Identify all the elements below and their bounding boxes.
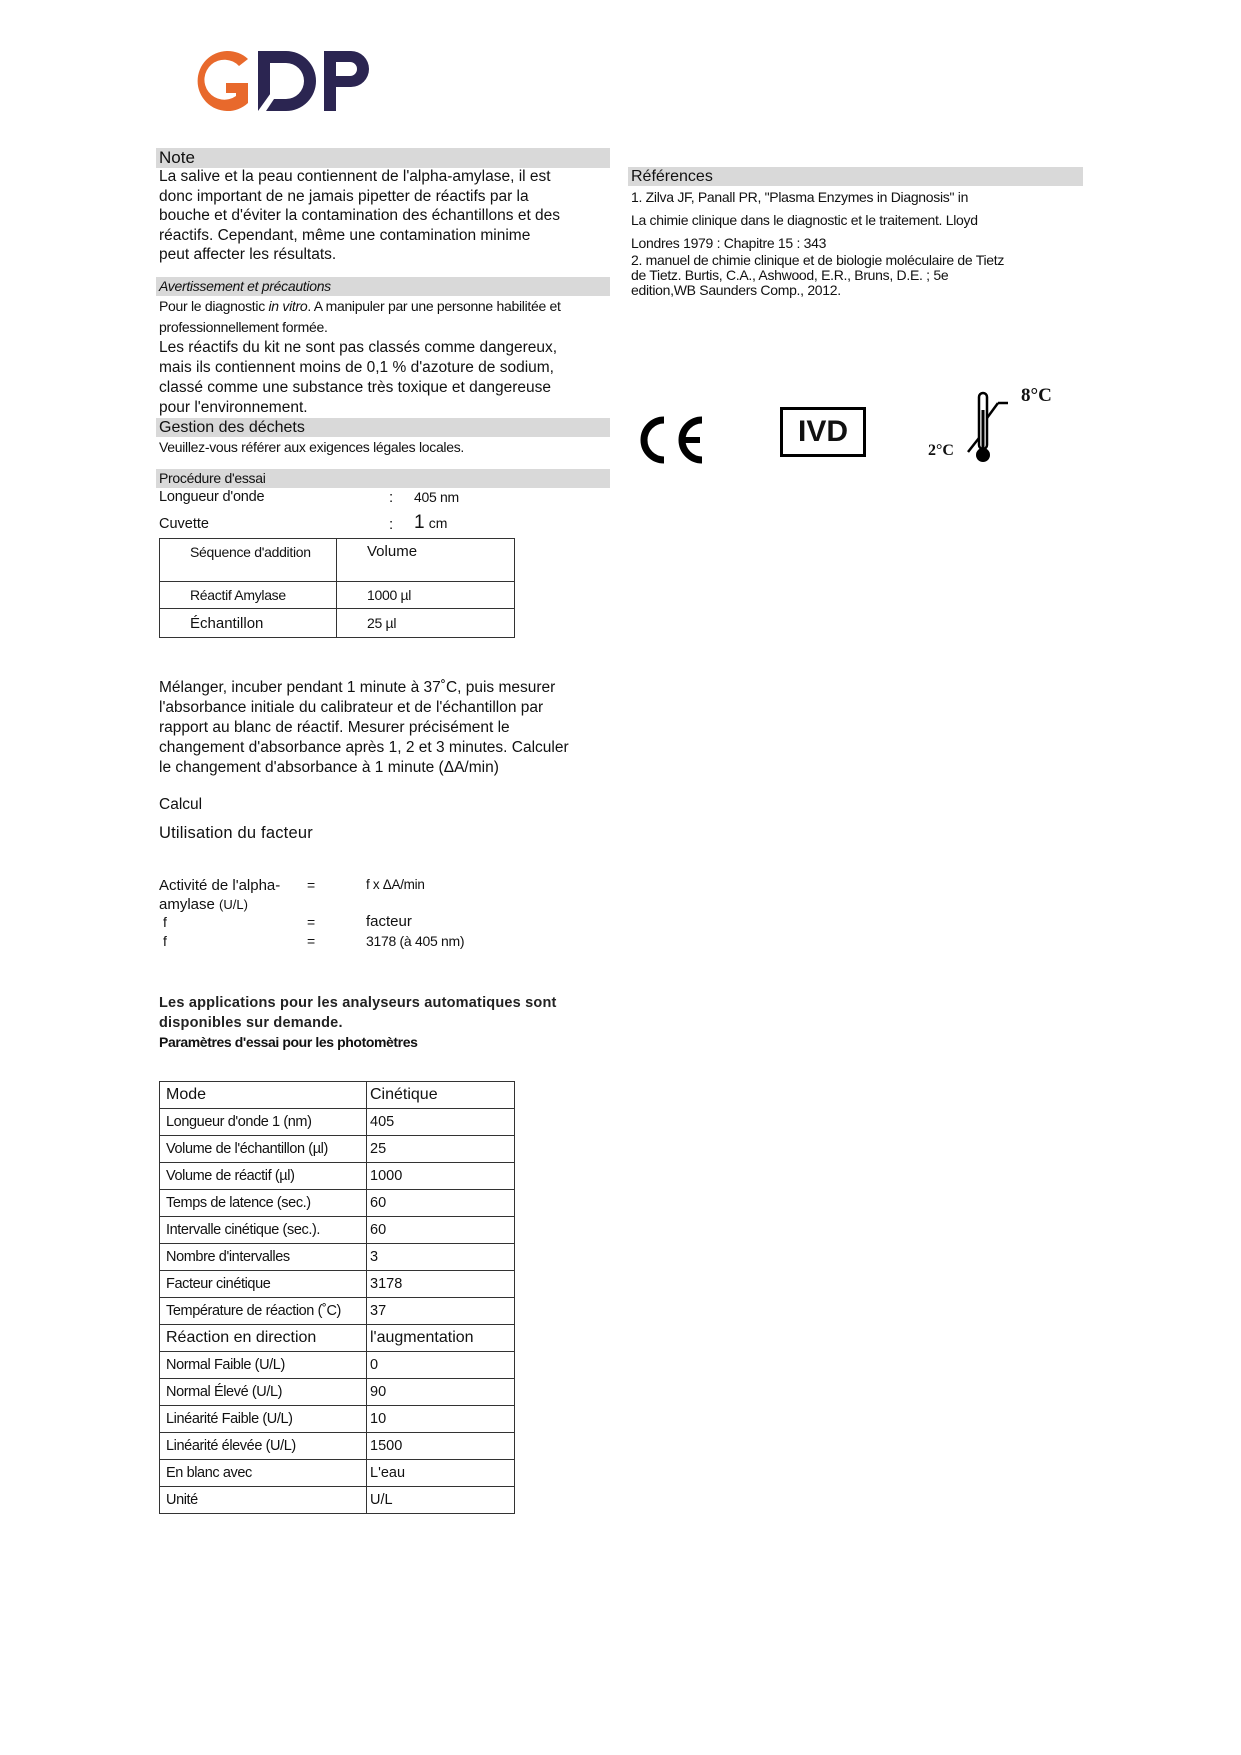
param-label-cell: Nombre d'intervalles: [160, 1244, 367, 1271]
param-label-cell: Volume de réactif (µl): [160, 1163, 367, 1190]
calc-subheading: Utilisation du facteur: [159, 824, 313, 842]
param-label-cell: Normal Élevé (U/L): [160, 1379, 367, 1406]
references-text: 1. Zilva JF, Panall PR, "Plasma Enzymes in Diagnosis" in La chimie clinique dans le diagnostic et le traitement. Lloyd Londres 1979 : Chapitre 15 : 343: [631, 189, 978, 251]
table-row: [160, 1190, 515, 1217]
param-value-cell: 25: [367, 1136, 515, 1163]
param-label-cell: Température de réaction (˚C): [160, 1298, 367, 1325]
cuvette-value: 1 cm: [414, 512, 448, 533]
logo: [186, 47, 386, 115]
warnings-heading: Avertissement et précautions: [156, 277, 610, 296]
ce-mark-icon: [634, 414, 708, 466]
table-row: [160, 1352, 515, 1379]
table-row: [160, 1298, 515, 1325]
table-row: [160, 1109, 515, 1136]
table-row: [160, 1163, 515, 1190]
table-row: [160, 1433, 515, 1460]
f-value: 3178 (à 405 nm): [366, 933, 465, 949]
param-value-cell: Cinétique: [367, 1082, 515, 1109]
param-label-cell: Longueur d'onde 1 (nm): [160, 1109, 367, 1136]
ivd-symbol-icon: IVD: [780, 407, 866, 457]
param-value-cell: 60: [367, 1190, 515, 1217]
f-label: f: [163, 914, 167, 930]
param-label-cell: Réaction en direction: [160, 1325, 367, 1352]
waste-text: Veuillez-vous référer aux exigences légales locales.: [159, 439, 465, 455]
param-value-cell: U/L: [367, 1487, 515, 1514]
note-heading: Note: [156, 148, 610, 168]
table-header-cell: Volume: [337, 539, 515, 582]
waste-heading: Gestion des déchets: [156, 418, 610, 437]
param-label-cell: Volume de l'échantillon (µl): [160, 1136, 367, 1163]
cuvette-sep: :: [389, 516, 394, 533]
calc-heading: Calcul: [159, 796, 203, 813]
applications-text: Les applications pour les analyseurs automatiques sont disponibles sur demande.: [159, 995, 557, 1031]
table-header-cell: Séquence d'addition: [160, 539, 337, 582]
temp-high-label: 8°C: [1021, 385, 1052, 406]
param-value-cell: 60: [367, 1217, 515, 1244]
param-value-cell: 0: [367, 1352, 515, 1379]
param-label-cell: Unité: [160, 1487, 367, 1514]
table-cell: 1000 µl: [337, 582, 515, 609]
table-row: [160, 1406, 515, 1433]
addition-sequence-table: [159, 538, 515, 638]
procedure-instructions: Mélanger, incuber pendant 1 minute à 37˚C, puis mesurer l'absorbance initiale du calibrateur et de l'échantillon par rapport au blanc de réactif. Mesurer précisément le changement d'absorbance après 1, 2 et 3 minutes. Calculer le changement d'absorbance à 1 minute (ΔA/min): [159, 679, 569, 776]
param-value-cell: 37: [367, 1298, 515, 1325]
param-label-cell: Facteur cinétique: [160, 1271, 367, 1298]
param-value-cell: L'eau: [367, 1460, 515, 1487]
photometer-parameters-table: [159, 1081, 515, 1514]
activity-formula: f x ΔA/min: [366, 877, 425, 892]
gdp-logo-graphic: [186, 47, 386, 115]
table-row: [160, 1244, 515, 1271]
param-value-cell: 3178: [367, 1271, 515, 1298]
table-cell: 25 µl: [337, 609, 515, 638]
param-label-cell: Temps de latence (sec.): [160, 1190, 367, 1217]
warnings-text: Les réactifs du kit ne sont pas classés comme dangereux, mais ils contiennent moins de 0,1 % d'azoture de sodium, classé comme une substance très toxique et dangereuse pour l'environnement.: [159, 339, 558, 416]
table-row: [160, 582, 515, 609]
references-text-2: 2. manuel de chimie clinique et de biologie moléculaire de Tietz de Tietz. Burtis, C.A., Ashwood, E.R., Bruns, D.E. ; 5e edition,WB Saunders Comp., 2012.: [631, 252, 1005, 298]
param-value-cell: 10: [367, 1406, 515, 1433]
table-row: [160, 609, 515, 638]
references-heading: Références: [628, 167, 1083, 186]
equals-sign: =: [307, 914, 316, 930]
params-heading: Paramètres d'essai pour les photomètres: [159, 1034, 418, 1050]
param-label-cell: Mode: [160, 1082, 367, 1109]
table-cell: Réactif Amylase: [160, 582, 337, 609]
cuvette-label: Cuvette: [159, 516, 209, 532]
table-row: [160, 1136, 515, 1163]
param-label-cell: Linéarité Faible (U/L): [160, 1406, 367, 1433]
f-label: f: [163, 933, 167, 949]
procedure-heading: Procédure d'essai: [156, 469, 610, 488]
param-label-cell: En blanc avec: [160, 1460, 367, 1487]
wavelength-value: 405 nm: [414, 489, 459, 505]
table-row: [160, 1325, 515, 1352]
warnings-intro: Pour le diagnostic in vitro. A manipuler par une personne habilitée et professionnellement formée.: [159, 298, 561, 335]
param-value-cell: 1000: [367, 1163, 515, 1190]
param-label-cell: Intervalle cinétique (sec.).: [160, 1217, 367, 1244]
table-row: [160, 1487, 515, 1514]
param-value-cell: 1500: [367, 1433, 515, 1460]
param-label-cell: Normal Faible (U/L): [160, 1352, 367, 1379]
temp-low-label: 2°C: [928, 442, 954, 459]
equals-sign: =: [307, 877, 316, 893]
table-row: [160, 1460, 515, 1487]
table-row: [160, 1217, 515, 1244]
table-row: [160, 539, 515, 582]
param-value-cell: l'augmentation: [367, 1325, 515, 1352]
table-row: [160, 1271, 515, 1298]
param-label-cell: Linéarité élevée (U/L): [160, 1433, 367, 1460]
table-row: [160, 1082, 515, 1109]
f-definition: facteur: [366, 913, 412, 930]
param-value-cell: 90: [367, 1379, 515, 1406]
note-text: La salive et la peau contiennent de l'alpha-amylase, il est donc important de ne jamais pipetter de réactifs par la bouche et d'éviter la contamination des échantillons et des réactifs. Cependant, même une contamination minime peut affecter les résultats.: [159, 168, 561, 263]
table-cell: Échantillon: [160, 609, 337, 638]
equals-sign: =: [307, 933, 316, 949]
param-value-cell: 3: [367, 1244, 515, 1271]
wavelength-label: Longueur d'onde: [159, 489, 265, 505]
wavelength-sep: :: [389, 489, 394, 506]
param-value-cell: 405: [367, 1109, 515, 1136]
table-row: [160, 1379, 515, 1406]
activity-label: Activité de l'alpha- amylase (U/L): [159, 877, 281, 913]
